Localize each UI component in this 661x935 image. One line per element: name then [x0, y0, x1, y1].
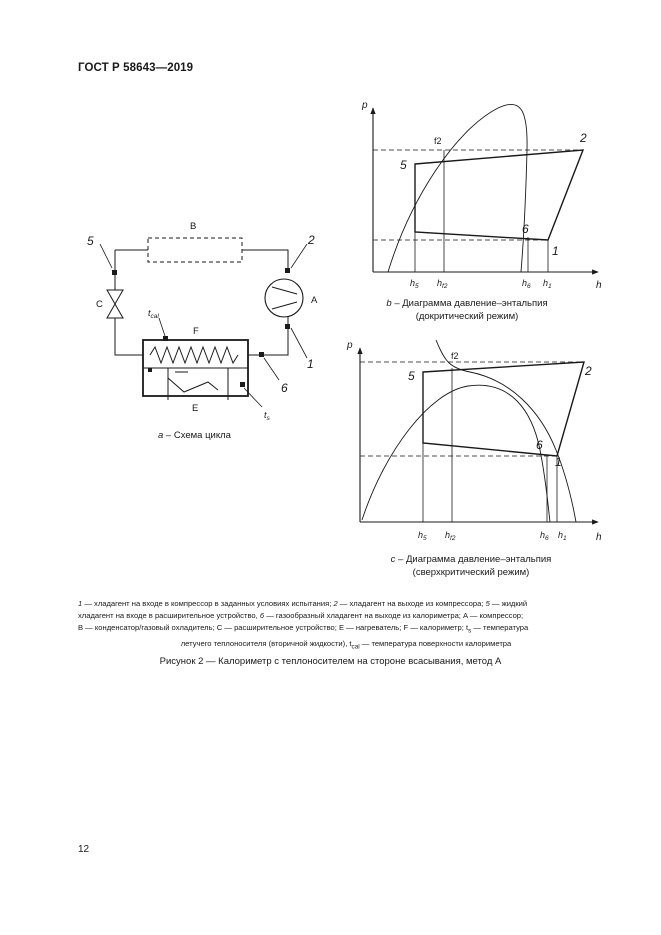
caption-b-line2: (докритический режим) [415, 311, 519, 322]
c-tick-h5-sub: 5 [423, 535, 427, 542]
b-tick-h1-sub: 1 [548, 283, 552, 290]
caption-b-letter: b [386, 298, 392, 309]
caption-c-line2: (сверхкритический режим) [412, 567, 530, 578]
svg-text:h1 [543, 278, 552, 290]
c-tick-h1-sub: 1 [563, 535, 567, 542]
svg-text:hf2 [437, 278, 448, 290]
label-e: E [192, 403, 199, 414]
svg-text:h6 [540, 530, 549, 542]
diagram-c [360, 340, 598, 522]
page-number: 12 [78, 844, 90, 855]
caption-b-line1: – Диаграмма давление–энтальпия [391, 298, 548, 309]
legend-line2-text2: — газообразный хладагент на выходе из калориметра; A — компрессор; [264, 611, 524, 620]
diagram-c-x-axis: h [596, 532, 602, 543]
diagram-c-point-2: 2 [585, 364, 592, 378]
legend-line1-text3: — жидкий [489, 599, 528, 608]
schematic-point-1: 1 [307, 357, 314, 371]
pipe-right-lower [248, 316, 288, 355]
diagram-c-point-6: 6 [536, 438, 543, 452]
b-tick-h6: h [522, 278, 528, 288]
legend-line1-text2: — хладагент на выходе из компрессора; [337, 599, 486, 608]
diagram-b-point-2: 2 [580, 131, 587, 145]
schematic-point-5: 5 [87, 234, 94, 248]
legend-line1-text: — хладагент на входе в компрессор в заданных условиях испытания; [82, 599, 334, 608]
label-c: C [96, 299, 103, 310]
diagram-b [373, 104, 598, 272]
caption-a-text: – Схема цикла [163, 430, 231, 441]
legend-n6: 6 [259, 611, 265, 620]
c-tick-h6-sub: 6 [545, 535, 549, 542]
legend-line4-text2: — температура поверхности калориметра [359, 638, 512, 648]
diagram-c-point-5: 5 [408, 369, 415, 383]
saturation-dome-b [388, 104, 527, 272]
caption-a-letter: a [158, 430, 164, 441]
diagram-c-point-1: 1 [555, 455, 562, 469]
caption-c-line1: – Диаграмма давление–энтальпия [395, 554, 552, 565]
b-tick-hf2: h [437, 278, 443, 288]
svg-text:hf2 [445, 530, 456, 542]
legend-line2-text: хладагент на входе в расширительное устройство, [78, 611, 260, 620]
svg-text:h5 [418, 530, 427, 542]
legend-line4-sub: cal [351, 643, 360, 651]
svg-text:h5 [410, 278, 419, 290]
diagram-b-point-5: 5 [400, 158, 407, 172]
svg-text:a – Схема цикла [158, 430, 232, 441]
diagram-b-point-1: 1 [552, 244, 559, 258]
legend-line3-text2: — температура [471, 623, 529, 632]
diagram-c-f2: f2 [451, 351, 459, 361]
label-a: A [311, 295, 318, 306]
legend-n2: 2 [333, 599, 338, 608]
pipe-left-lower [115, 318, 143, 355]
document-header: ГОСТ Р 58643—2019 [78, 62, 194, 74]
expansion-valve-c [107, 290, 123, 318]
diagram-b-point-6: 6 [522, 222, 529, 236]
b-tick-hf2-sub: f2 [442, 283, 448, 290]
diagram-b-x-axis: h [596, 280, 602, 291]
b-tick-h1: h [543, 278, 549, 288]
c-tick-h5: h [418, 530, 424, 540]
condenser-b [148, 238, 242, 262]
b-tick-h6-sub: 6 [527, 283, 531, 290]
legend-line3-sub: s [468, 627, 472, 635]
schematic-point-2: 2 [308, 233, 315, 247]
legend-n1: 1 [78, 599, 83, 608]
cycle-c [423, 362, 584, 456]
b-tick-h5-sub: 5 [415, 283, 419, 290]
diagram-b-y-axis: p [362, 100, 368, 111]
c-tick-hf2: h [445, 530, 451, 540]
t-s-sub: s [266, 415, 270, 422]
c-tick-h1: h [558, 530, 564, 540]
figure-caption: Рисунок 2 — Калориметр с теплоносителем на стороне всасывания, метод A [159, 656, 502, 667]
diagram-c-y-axis: p [347, 340, 353, 351]
compressor-symbol [272, 287, 297, 309]
svg-text:b – Диаграмма давление–энтальп [386, 298, 547, 309]
legend-line3-text: B — конденсатор/газовый охладитель; C — расширительное устройство; E — нагреватель; F — калориметр; t [78, 623, 469, 632]
label-b: B [190, 221, 197, 232]
heater-coil [150, 347, 238, 363]
label-f: F [193, 326, 199, 337]
t-cal-main: t [148, 308, 151, 318]
svg-text:c – Диаграмма давление–энтальп [391, 554, 552, 565]
pipe-top-right [242, 250, 288, 270]
c-tick-hf2-sub: f2 [450, 535, 456, 542]
cycle-schematic [100, 238, 307, 407]
compressor-a [265, 279, 303, 317]
t-cal-sub: cal [150, 313, 159, 320]
figure-legend [78, 598, 614, 653]
legend-n5: 5 [485, 599, 490, 608]
caption-c-letter: c [390, 554, 396, 565]
svg-text:h6 [522, 278, 531, 290]
c-tick-h6: h [540, 530, 546, 540]
schematic-point-6: 6 [281, 381, 288, 395]
diagram-b-f2: f2 [434, 136, 442, 146]
svg-text:tcal [148, 308, 159, 320]
svg-text:ts [264, 410, 271, 422]
t-s-main: t [264, 410, 267, 420]
svg-text:h1 [558, 530, 567, 542]
b-tick-h5: h [410, 278, 416, 288]
saturation-dome-c [362, 385, 550, 522]
legend-line4-text: летучего теплоносителя (вторичной жидкости), t [180, 638, 352, 648]
